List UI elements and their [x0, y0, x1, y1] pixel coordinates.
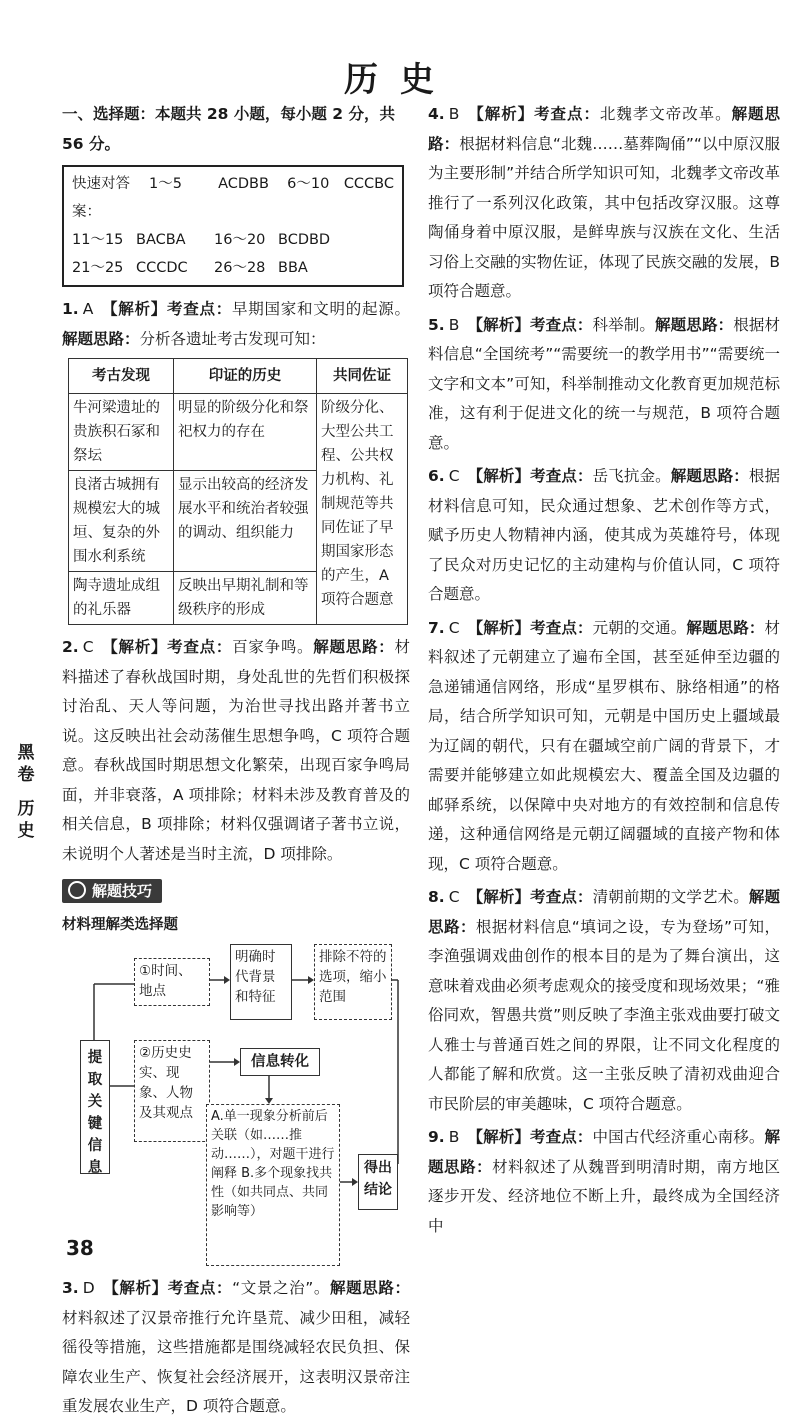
table-cell: 陶寺遗址成组的礼乐器 [69, 572, 174, 625]
answer-key-box: 快速对答案： 1～5 ACDBB 6～10 CCCBC 11～15 BACBA 16～20 BCDBD 21～25 CCCDC 26～28 BBA [62, 165, 404, 287]
question-8: 8. C 【解析】考查点：清朝前期的文学艺术。解题思路：根据材料信息“填词之设，专为登场”可知，李渔强调戏曲创作的根本目的是为了舞台演出，这意味着戏曲必须考虑观众的接受度和现场效果；“雅俗同欢，智愚共赏”则反映了李渔主张戏曲要打破文人雅士与普通百姓之间的界限，让不同文化程度的人都能了解和欣赏。这一主张反映了清初戏曲迎合市民阶层的审美趣味，C 项符合题意。 [428, 888, 780, 1113]
table-cell: 牛河梁遗址的贵族积石冢和祭坛 [69, 394, 174, 471]
section-header: 一、选择题：本题共 28 小题，每小题 2 分，共 56 分。 [62, 105, 395, 153]
table-cell-common: 阶级分化、大型公共工程、公共权力机构、礼制规范等共同佐证了早期国家形态的产生，A 项符合题意 [317, 394, 408, 625]
flow-box-extract: 提取关键信息 [80, 1040, 110, 1174]
flow-box-conclusion: 得出结论 [358, 1154, 398, 1210]
left-column [62, 100, 410, 1426]
question-9: 9. B 【解析】考查点：中国古代经济重心南移。解题思路：材料叙述了从魏晋到明清时期，南方地区逐步开发、经济地位不断上升，最终成为全国经济中 [428, 1128, 780, 1235]
key-icon [68, 881, 86, 899]
answer-key-label: 快速对答案： [72, 176, 130, 220]
side-tab-label: 黑 卷 历 史 [17, 743, 35, 841]
table-cell: 良渚古城拥有规模宏大的城垣、复杂的外围水利系统 [69, 471, 174, 572]
question-6: 6. C 【解析】考查点：岳飞抗金。解题思路：根据材料信息可知，民众通过想象、艺术创作等方式，赋予历史人物精神内涵，使其成为英雄符号，体现了民众对历史记忆的主动建构与价值认同，C 项符合题意。 [428, 467, 780, 603]
flow-box-history: ②历史史实、现象、人物及其观点 [134, 1040, 210, 1142]
right-column [428, 100, 780, 1245]
flow-box-time-place: ①时间、地点 [134, 958, 210, 1006]
tip-banner: 解题技巧 [62, 879, 162, 903]
page-number: 38 [66, 1236, 94, 1260]
flow-box-analysis: A.单一现象分析前后关联（如……推动……），对题干进行阐释 B.多个现象找共性（如共同点、共同影响等） [206, 1104, 340, 1266]
question-5: 5. B 【解析】考查点：科举制。解题思路：根据材料信息“全国统考”“需要统一的教学用书”“需要统一文字和文本”可知，科举制推动文化教育更加规范标准，这有利于促进文化的统一与规范，B 项符合题意。 [428, 315, 780, 452]
table-cell: 反映出早期礼制和等级秩序的形成 [174, 572, 317, 625]
flow-box-convert: 信息转化 [240, 1048, 320, 1076]
table-cell: 显示出较高的经济发展水平和统治者较强的调动、组织能力 [174, 471, 317, 572]
question-1: 1. A 【解析】考查点：早期国家和文明的起源。解题思路：分析各遗址考古发现可知： [62, 300, 410, 348]
question-7: 7. C 【解析】考查点：元朝的交通。解题思路：材料叙述了元朝建立了遍布全国，甚至延伸至边疆的急递铺通信网络，形成“星罗棋布、脉络相通”的格局，结合所学知识可知，元朝是中国历史上疆域最为辽阔的朝代，只有在疆域空前广阔的背景下，才需要并能够建立如此规模宏大、覆盖全国及边疆的邮驿系统，以保障中央对地方的有效控制和信息传递，这种通信网络是元朝辽阔疆域的直接产物和体现，C 项符合题意。 [428, 618, 780, 873]
question-4: 4. B 【解析】考查点：北魏孝文帝改革。解题思路：根据材料信息“北魏……墓葬陶俑”“以中原汉服为主要形制”并结合所学知识可知，北魏孝文帝改革推行了一系列汉化政策，其中包括改穿汉服。这尊陶俑身着中原汉服，是鲜卑族与汉族在文化、生活习俗上交融的实物佐证，体现了民族交融的发展，B 项符合题意。 [428, 105, 780, 300]
flow-box-era: 明确时代背景和特征 [230, 944, 292, 1020]
flow-box-exclude: 排除不符的选项，缩小范围 [314, 944, 392, 1020]
archaeology-table: 考古发现 印证的历史 共同佐证 牛河梁遗址的贵族积石冢和祭坛 明显的阶级分化和祭祀权力的存在 阶级分化、大型公共工程、公共权力机构、礼制规范等共同佐证了早期国家形态的产生，A 项符合题意 良渚古城拥有规模宏大的城垣、复杂的外围水利系统 显示出较高的经济发展水平和统治者较强的调动、组织能力 陶寺遗址成组的礼乐器 反映出早期礼制和等级秩序的形成 [68, 358, 408, 625]
question-2: 2. C 【解析】考查点：百家争鸣。解题思路：材料描述了春秋战国时期，身处乱世的先哲们积极探讨治乱、天人等问题，为治世寻找出路并著书立说。这反映出社会动荡催生思想争鸣，C 项符合题意。春秋战国时期思想文化繁荣，出现百家争鸣局面，并非衰落，A 项排除；材料未涉及教育普及的相关信息，B 项排除；材料仅强调诸子著书立说，未说明个人著述是当时主流，D 项排除。 [62, 638, 410, 863]
question-3: 3. D 【解析】考查点：“文景之治”。解题思路：材料叙述了汉景帝推行允许垦荒、减少田租，减轻徭役等措施，这些措施都是围绕减轻农民负担、保障农业生产、恢复社会经济展开，这表明汉景帝注重发展农业生产，D 项符合题意。 [62, 1279, 410, 1415]
tip-flowchart [62, 944, 402, 1274]
tip-subtitle: 材料理解类选择题 [62, 916, 178, 933]
page-title: 历史 [344, 60, 456, 100]
table-cell: 明显的阶级分化和祭祀权力的存在 [174, 394, 317, 471]
